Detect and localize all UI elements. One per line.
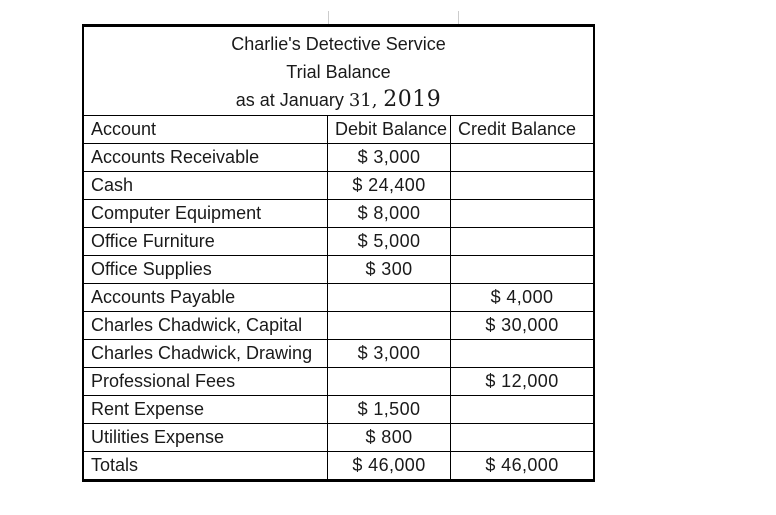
table-row — [84, 255, 593, 283]
column-header-account: Account — [84, 115, 327, 143]
cell-account: Charles Chadwick, Drawing — [84, 339, 327, 367]
cell-account: Cash — [84, 171, 327, 199]
cell-credit — [450, 339, 593, 367]
cell-account: Utilities Expense — [84, 423, 327, 451]
cell-account: Office Supplies — [84, 255, 327, 283]
report-date-year: 2019 — [383, 87, 442, 112]
company-name: Charlie's Detective Service — [231, 34, 446, 54]
cell-credit — [450, 227, 593, 255]
table-row — [84, 143, 593, 171]
spreadsheet-gridline-tick — [458, 11, 459, 24]
table-row — [84, 423, 593, 451]
table-row — [84, 395, 593, 423]
cell-debit: $ 46,000 — [327, 451, 450, 479]
cell-credit — [450, 255, 593, 283]
cell-debit: $ 1,500 — [327, 395, 450, 423]
table-body — [84, 143, 593, 479]
cell-account: Charles Chadwick, Capital — [84, 311, 327, 339]
cell-debit: $ 5,000 — [327, 227, 450, 255]
cell-account: Totals — [84, 451, 327, 479]
table-row — [84, 283, 593, 311]
cell-debit: $ 800 — [327, 423, 450, 451]
cell-debit: $ 300 — [327, 255, 450, 283]
trial-balance-table — [82, 24, 595, 482]
report-date — [84, 86, 593, 114]
column-header-credit: Credit Balance — [450, 115, 593, 143]
report-date-prefix: as at January — [235, 90, 349, 110]
table-row — [84, 171, 593, 199]
cell-credit: $ 12,000 — [450, 367, 593, 395]
cell-credit — [450, 395, 593, 423]
report-header — [84, 27, 593, 115]
table-row — [84, 227, 593, 255]
cell-debit: $ 24,400 — [327, 171, 450, 199]
cell-debit — [327, 311, 450, 339]
cell-credit — [450, 171, 593, 199]
report-date-day: 31, — [348, 90, 384, 111]
report-name: Trial Balance — [286, 62, 391, 82]
column-header-debit: Debit Balance — [327, 115, 450, 143]
cell-debit: $ 3,000 — [327, 339, 450, 367]
cell-debit — [327, 367, 450, 395]
cell-account: Computer Equipment — [84, 199, 327, 227]
cell-account: Accounts Payable — [84, 283, 327, 311]
spreadsheet-gridline-tick — [328, 11, 329, 24]
cell-account: Office Furniture — [84, 227, 327, 255]
cell-account: Professional Fees — [84, 367, 327, 395]
cell-credit: $ 46,000 — [450, 451, 593, 479]
table-row — [84, 199, 593, 227]
cell-credit — [450, 199, 593, 227]
column-header-row — [84, 115, 593, 143]
cell-credit — [450, 423, 593, 451]
cell-debit: $ 3,000 — [327, 143, 450, 171]
cell-debit: $ 8,000 — [327, 199, 450, 227]
cell-credit: $ 30,000 — [450, 311, 593, 339]
table-row — [84, 339, 593, 367]
cell-account: Rent Expense — [84, 395, 327, 423]
cell-credit: $ 4,000 — [450, 283, 593, 311]
cell-credit — [450, 143, 593, 171]
cell-account: Accounts Receivable — [84, 143, 327, 171]
cell-debit — [327, 283, 450, 311]
table-row — [84, 451, 593, 479]
table-row — [84, 311, 593, 339]
table-row — [84, 367, 593, 395]
